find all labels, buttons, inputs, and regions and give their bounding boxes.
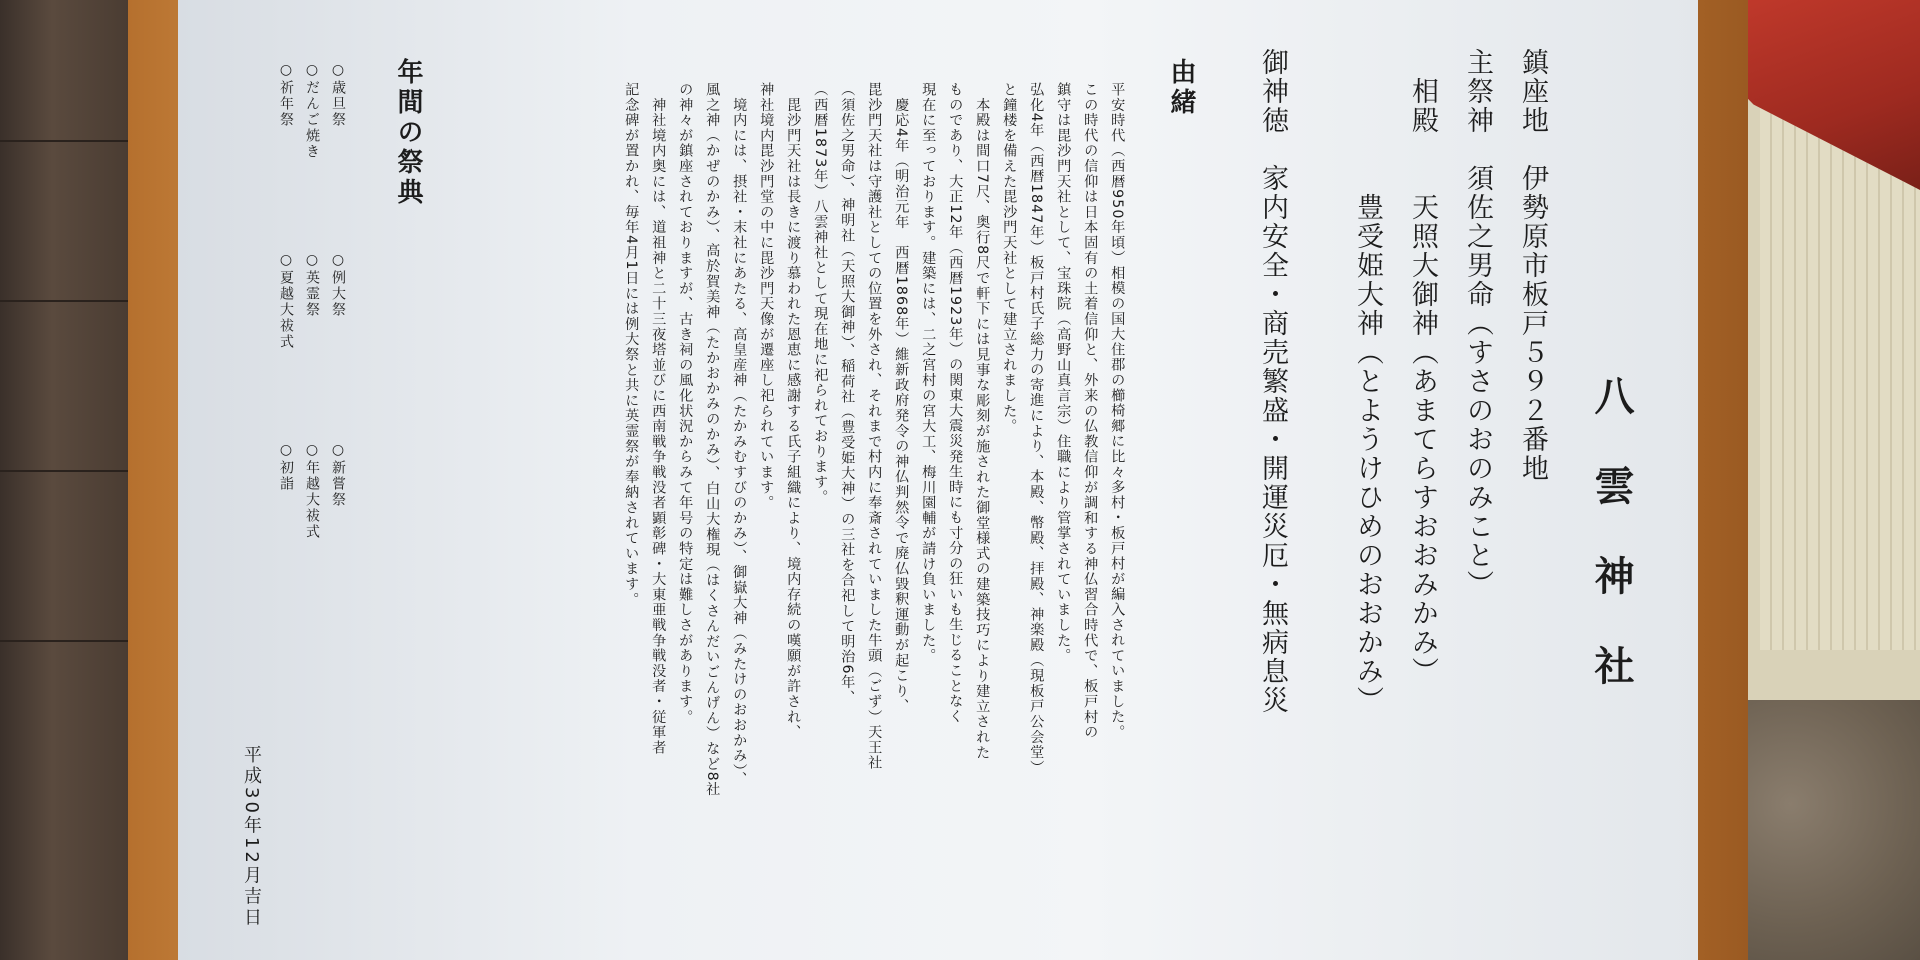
wooden-wall-left xyxy=(0,0,130,960)
history-line: ものであり、大正12年（西暦1923年）の関東大震災発生時にも寸分の狂いも生じることなく xyxy=(947,82,964,725)
history-line: 境内には、摂社・末社にあたる、高皇産神（たかみむすびのかみ）、御嶽大神（みたけのおおかみ）、 xyxy=(731,82,748,787)
history-line: と鐘楼を備えた毘沙門天社として建立されました。 xyxy=(1001,82,1018,434)
sign-board xyxy=(178,0,1698,960)
festival-item: ○年越大祓式 xyxy=(304,442,320,540)
history-line: （西暦1873年）八雲神社として現在地に祀られております。 xyxy=(812,82,829,506)
info-aidono-1: 相殿 天照大御神（あまてらすおおみかみ） xyxy=(1407,48,1438,686)
history-line: 記念碑が置かれ、毎年4月1日には例大祭と共に英霊祭が奉納されています。 xyxy=(623,82,640,608)
history-line: 神社境内奥には、道祖神と二十三夜塔並びに西南戦争戦没者顕彰碑・大東亜戦争戦没者・従軍者 xyxy=(650,82,667,756)
info-main-deity: 主祭神 須佐之男命（すさのおのみこと） xyxy=(1462,48,1493,599)
festival-item: ○祈年祭 xyxy=(278,62,294,128)
history-heading: 由緒 xyxy=(1166,58,1196,118)
festival-item: ○夏越大祓式 xyxy=(278,252,294,350)
history-line: 慶応4年（明治元年 西暦1868年）維新政府発令の神仏判然令で廃仏毀釈運動が起こり、 xyxy=(893,82,910,715)
festival-item: ○新嘗祭 xyxy=(330,442,346,508)
festival-item: ○初詣 xyxy=(278,442,294,492)
info-location: 鎮座地 伊勢原市板戸５９２番地 xyxy=(1517,48,1548,483)
history-line: この時代の信仰は日本固有の土着信仰と、外来の仏教信仰が調和する神仏習合時代で、板戸村の xyxy=(1082,82,1099,740)
history-line: 現在に至っております。建築には、二之宮村の宮大工、梅川園輔が請け負いました。 xyxy=(920,82,937,664)
history-line: の神々が鎮座されておりますが、古き祠の風化状況からみて年号の特定は難しさがあります。 xyxy=(677,82,694,725)
history-line: 毘沙門天社は長きに渡り慕われた恩恵に感謝する氏子組織により、境内存続の嘆願が許され、 xyxy=(785,82,802,740)
history-line: 鎮守は毘沙門天社として、宝珠院（高野山真言宗）住職により管掌されていました。 xyxy=(1055,82,1072,664)
festival-item: ○英霊祭 xyxy=(304,252,320,318)
festival-item: ○歳旦祭 xyxy=(330,62,346,128)
history-line: 毘沙門天社は守護社としての位置を外され、それまで村内に奉斎されていました牛頭（ごず）天王社 xyxy=(866,82,883,771)
history-line: 平安時代（西暦950年頃）相模の国大住郡の櫛椅郷に比々多村・板戸村が編入されていました。 xyxy=(1109,82,1126,740)
history-line: 神社境内毘沙門堂の中に毘沙門天像が遷座し祀られています。 xyxy=(758,82,775,511)
shrine-title: 八 雲 神 社 xyxy=(1588,375,1634,703)
history-line: （須佐之男命）、神明社（天照大御神）、稲荷社（豊受姫大神）の三社を合祀して明治6年、 xyxy=(839,82,856,706)
info-aidono-2: 豊受姫大神（とようけひめのおおかみ） xyxy=(1352,48,1383,715)
gravel-ground xyxy=(1735,700,1920,960)
history-line: 風之神（かぜのかみ）、高於賀美神（たかおかみのかみ）、白山大権現（はくさんだいごんげん）など8社 xyxy=(704,82,721,798)
history-line: 本殿は間口7尺、奥行8尺で軒下には見事な彫刻が施された御堂様式の建築技巧により建立された xyxy=(974,82,991,761)
festivals-heading: 年間の祭典 xyxy=(393,58,423,208)
info-virtues: 御神徳 家内安全・商売繁盛・開運災厄・無病息災 xyxy=(1257,48,1288,715)
festival-item: ○例大祭 xyxy=(330,252,346,318)
date-line: 平成30年12月吉日 xyxy=(241,745,262,929)
history-line: 弘化4年（西暦1847年）板戸村氏子総力の寄進により、本殿、幣殿、拝殿、神楽殿（現板戸公会堂） xyxy=(1028,82,1045,776)
festival-item: ○だんご焼き xyxy=(304,62,320,160)
